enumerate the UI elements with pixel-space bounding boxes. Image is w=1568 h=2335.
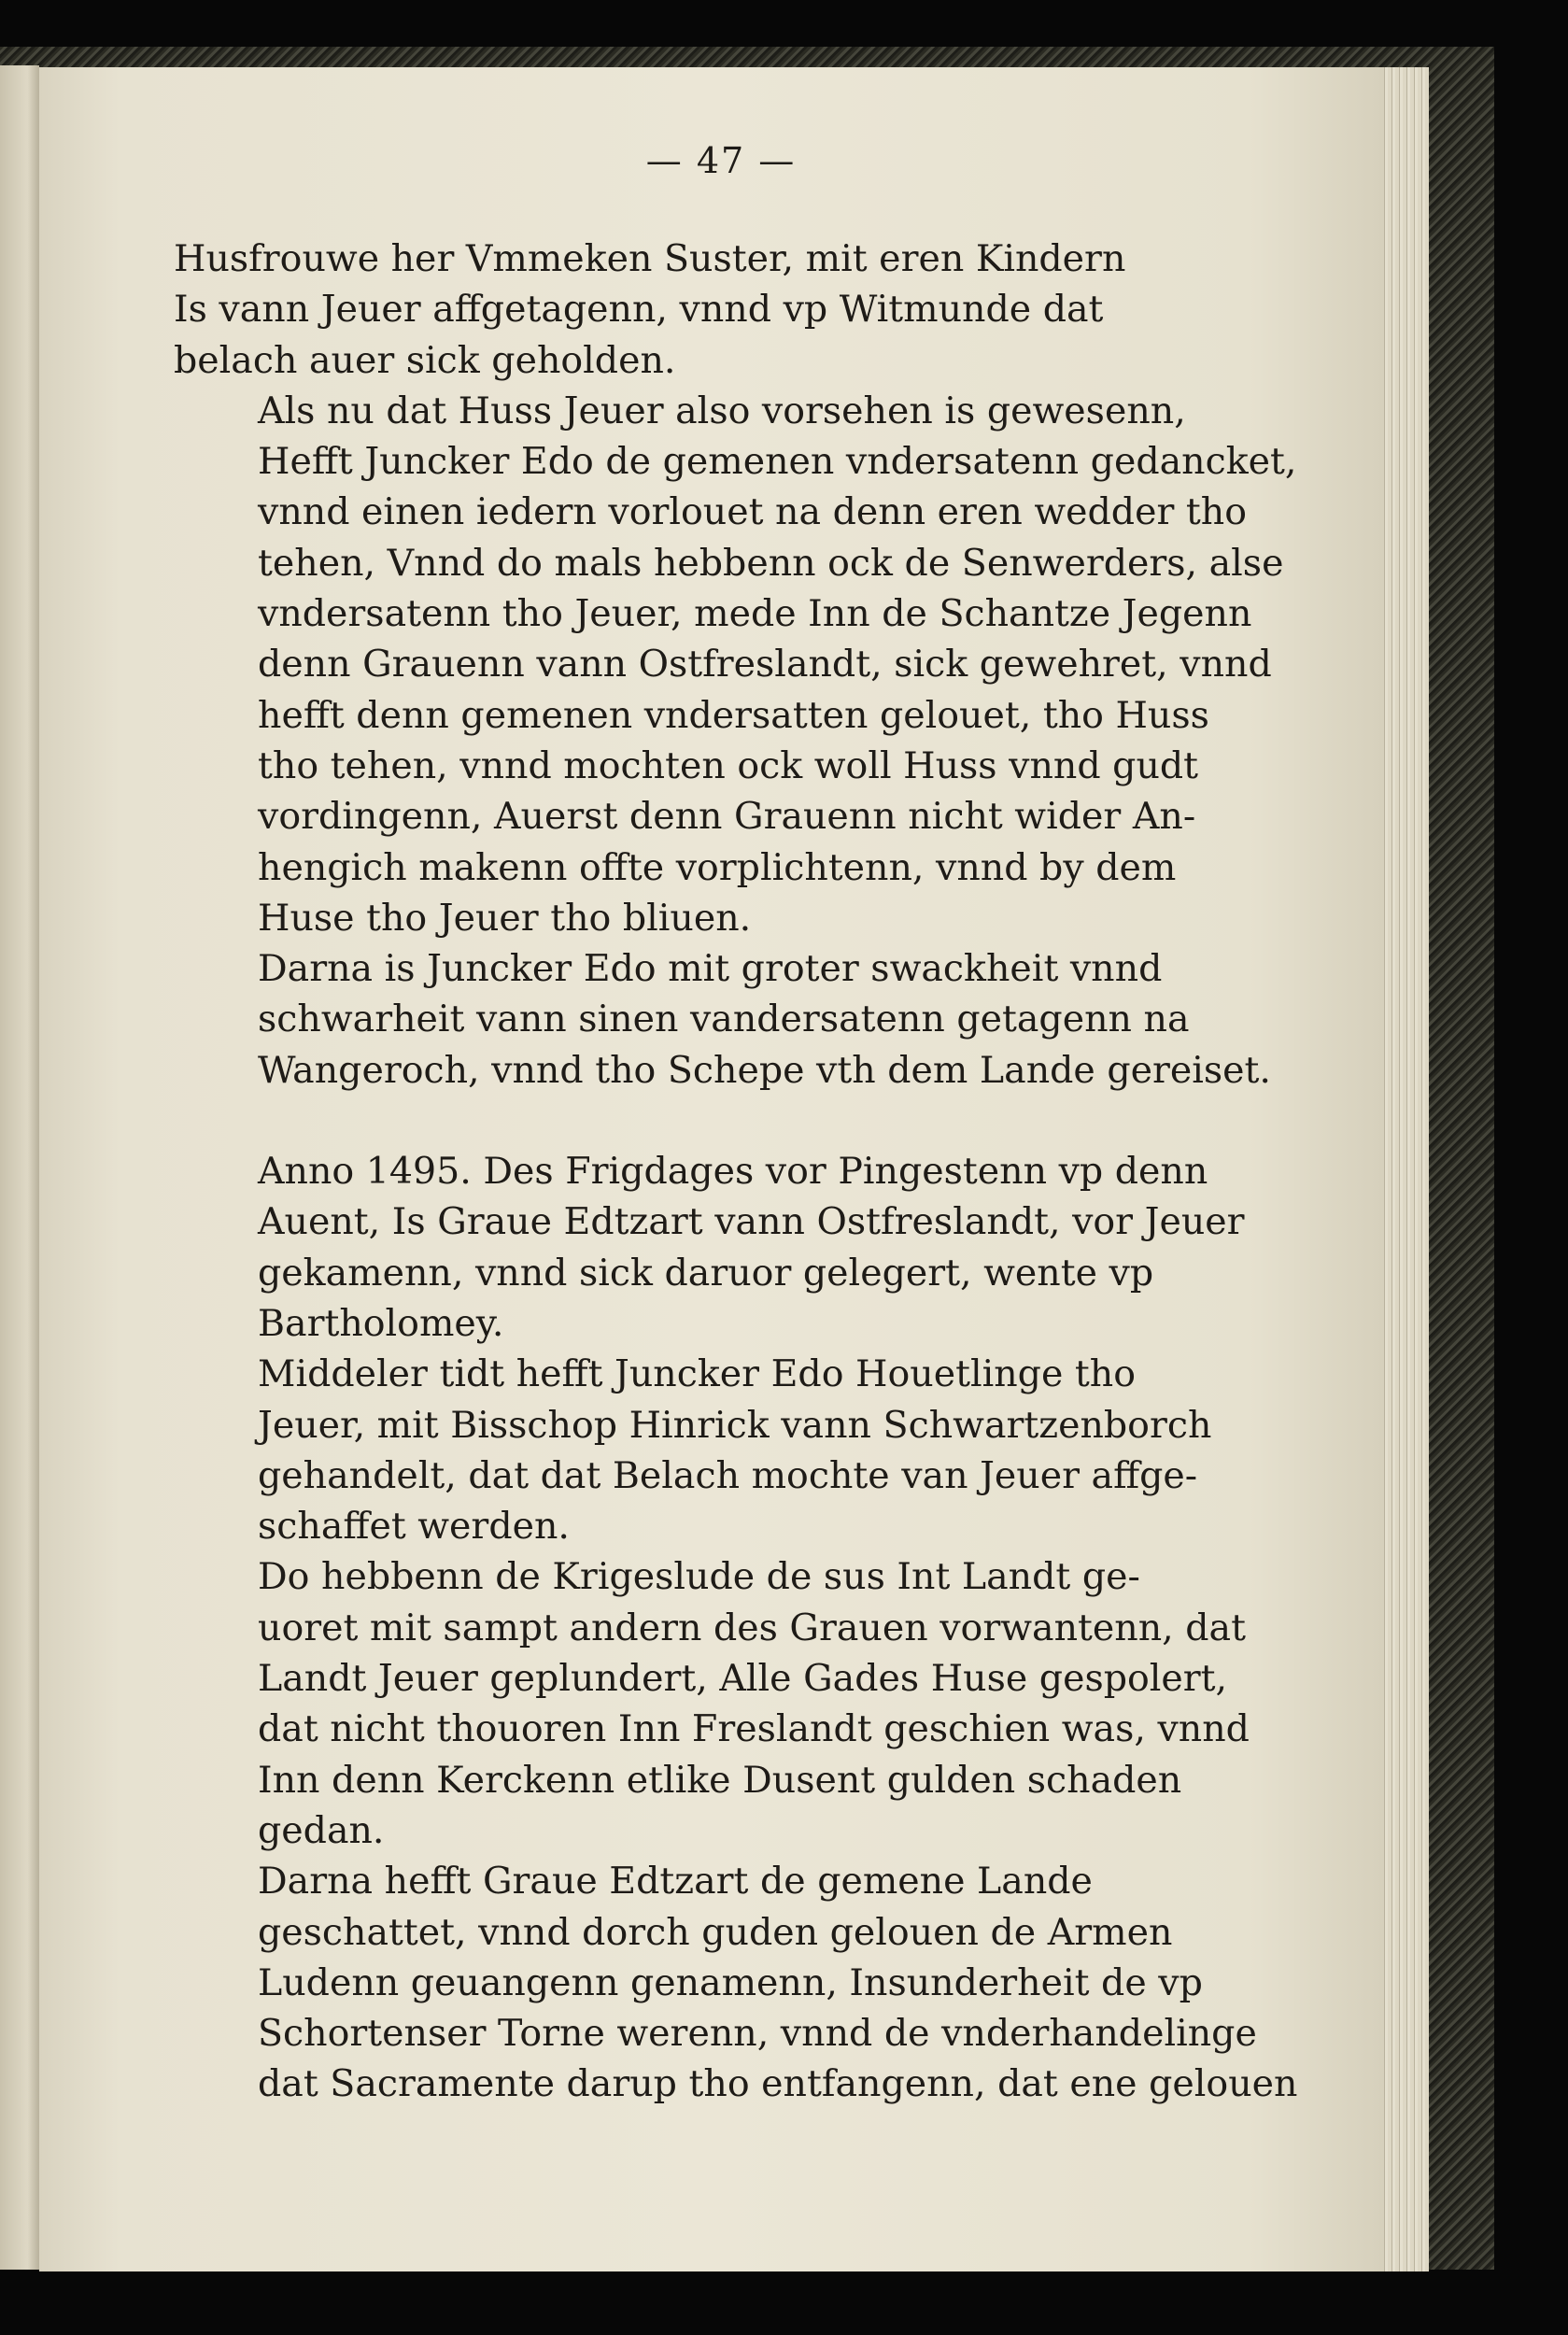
left-page-edge: [0, 65, 39, 2270]
text-line: hefft denn gemenen vndersatten gelouet, tho Huss: [258, 693, 1209, 737]
book-page: [39, 67, 1384, 2271]
text-line: Jeuer, mit Bisschop Hinrick vann Schwartzenborch: [258, 1403, 1212, 1447]
text-line: Anno 1495. Des Frigdages vor Pingestenn vp denn: [258, 1150, 1208, 1194]
text-line: Wangeroch, vnnd tho Schepe vth dem Lande gereiset.: [258, 1048, 1271, 1092]
text-line: denn Grauenn vann Ostfreslandt, sick gewehret, vnnd: [258, 643, 1272, 686]
text-line: Do hebbenn de Krigeslude de sus Int Landt ge-: [258, 1555, 1140, 1599]
text-line: Inn denn Kerckenn etlike Dusent gulden schaden: [258, 1758, 1182, 1802]
text-line: Ludenn geuangenn genamenn, Insunderheit de vp: [258, 1960, 1203, 2004]
text-line: tehen, Vnnd do mals hebbenn ock de Senwerders, alse: [258, 541, 1284, 585]
paragraph: [174, 1146, 1245, 1349]
text-line: vndersatenn tho Jeuer, mede Inn de Schantze Jegenn: [258, 592, 1252, 636]
text-line: geschattet, vnnd dorch guden gelouen de Armen: [258, 1910, 1173, 1954]
text-line: Als nu dat Huss Jeuer also vorsehen is gewesenn,: [258, 389, 1186, 432]
paragraph: [174, 1349, 1223, 1551]
paragraph: [174, 1551, 1250, 1856]
text-line: gehandelt, dat dat Belach mochte van Jeuer affge-: [258, 1453, 1198, 1497]
text-line: Middeler tidt hefft Juncker Edo Houetlinge tho: [258, 1352, 1136, 1396]
text-line: Landt Jeuer geplundert, Alle Gades Huse gespolert,: [258, 1657, 1228, 1701]
text-line: Husfrouwe her Vmmeken Suster, mit eren Kindern: [174, 237, 1126, 280]
text-line: Bartholomey.: [258, 1301, 504, 1345]
text-line: schaffet werden.: [258, 1505, 570, 1549]
paragraph: [174, 1856, 1298, 2109]
text-line: hengich makenn offte vorplichtenn, vnnd by dem: [258, 845, 1177, 889]
text-line: gekamenn, vnnd sick daruor gelegert, wente vp: [258, 1251, 1154, 1295]
text-line: vnnd einen iedern vorlouet na denn eren wedder tho: [258, 490, 1247, 534]
text-line: Hefft Juncker Edo de gemenen vndersatenn gedancket,: [258, 440, 1297, 484]
text-line: dat Sacramente darup tho entfangenn, dat ene gelouen: [258, 2062, 1298, 2106]
body-text: [174, 234, 1298, 2110]
paragraph: [174, 234, 1223, 386]
text-line: dat nicht thouoren Inn Freslandt geschien was, vnnd: [258, 1707, 1250, 1751]
text-line: gedan.: [258, 1808, 385, 1852]
text-line: Huse tho Jeuer tho bliuen.: [258, 896, 752, 940]
text-line: Schortenser Torne werenn, vnnd de vnderhandelinge: [258, 2012, 1257, 2056]
paragraph: [174, 943, 1271, 1096]
text-line: Darna is Juncker Edo mit groter swackheit vnnd: [258, 947, 1163, 991]
text-line: uoret mit sampt andern des Grauen vorwantenn, dat: [258, 1606, 1246, 1649]
page-number: — 47 —: [645, 140, 797, 181]
text-line: Darna hefft Graue Edtzart de gemene Lande: [258, 1860, 1093, 1903]
text-line: schwarheit vann sinen vandersatenn getagenn na: [258, 998, 1190, 1041]
text-line: belach auer sick geholden.: [174, 338, 676, 382]
text-line: tho tehen, vnnd mochten ock woll Huss vnnd gudt: [258, 743, 1199, 787]
text-line: Auent, Is Graue Edtzart vann Ostfreslandt, vor Jeuer: [258, 1200, 1245, 1244]
text-line: vordingenn, Auerst denn Grauenn nicht wider An-: [258, 795, 1196, 839]
paragraph: [174, 386, 1297, 943]
text-line: Is vann Jeuer affgetagenn, vnnd vp Witmunde dat: [174, 288, 1104, 332]
